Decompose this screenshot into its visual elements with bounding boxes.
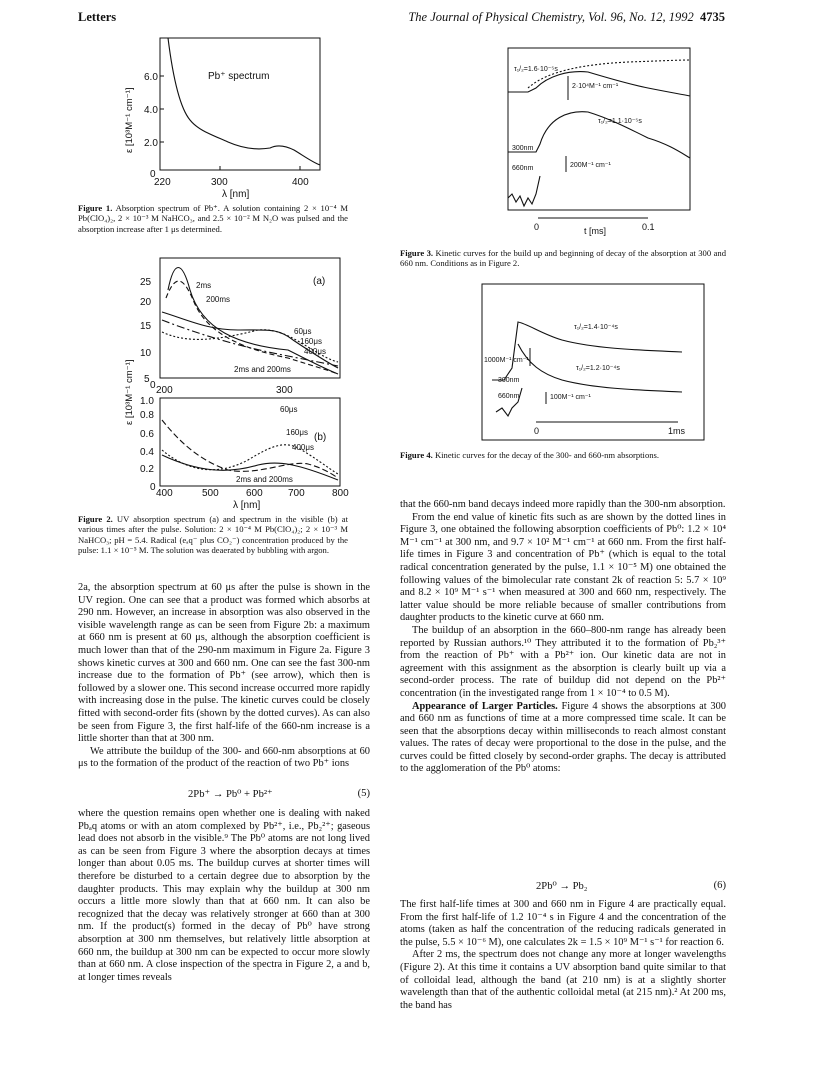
fig3-xlabel: t [ms] bbox=[584, 226, 606, 236]
figure-3-caption bbox=[400, 248, 726, 269]
fig4-halflife-2: τ₁/₂=1.2·10⁻⁴s bbox=[576, 365, 620, 372]
equation-5-body: 2Pb⁺ → Pb⁰ + Pb²⁺ bbox=[188, 789, 273, 800]
fig2a-ytick: 20 bbox=[140, 297, 152, 308]
left-paragraph: We attribute the buildup of the 300- and 660-nm absorptions at 60 μs to the formation of the product of the reaction of two Pb⁺ ions bbox=[78, 745, 370, 770]
right-paragraph: that the 660-nm band decays indeed more rapidly than the 300-nm absorption. bbox=[400, 499, 726, 510]
fig1-xtick: 400 bbox=[292, 177, 309, 188]
equation-5-number: (5) bbox=[357, 788, 370, 799]
fig2b-xtick: 500 bbox=[202, 488, 219, 499]
fig3-xtick-1: 0.1 bbox=[642, 222, 655, 232]
fig3-halflife-1: τ₁/₂=1.6·10⁻⁵s bbox=[514, 66, 558, 73]
left-paragraph: 2a, the absorption spectrum at 60 μs after the pulse is shown in the UV region. One can see that a product was formed which absorbs at 290 nm. However, an increase in absorption was also observed in the visible wavelength range as can be seen from Figure 2b: a maximum at 660 nm is present at 60 μs, although the absorption coefficient is much lower than that of the 290-nm maximum in Figure 2a. Figure 3 shows kinetic curves at 300 and 660 nm. One can see the fast 300-nm increase due to the formation of Pb⁺ (see arrow), which then is followed by a slower one. This second increase occurred more rapidly with increasing dose in the pulse. The kinetic curves could be closely fitted with second-order fits (shown by the dotted curves). As can also be seen from Figure 3, the first half-life of the 660-nm increase is a little shorter than that at 300 nm. bbox=[78, 582, 370, 745]
fig2b-ytick: 0.2 bbox=[140, 464, 154, 475]
fig3-caption-label: Figure 3. bbox=[400, 248, 434, 258]
fig4-halflife-1: τ₁/₂=1.4·10⁻⁴s bbox=[574, 324, 618, 331]
fig1-ytick: 0 bbox=[150, 169, 156, 180]
fig4-label-660nm: 660nm bbox=[498, 393, 520, 400]
fig2a-ytick: 10 bbox=[140, 348, 152, 359]
fig4-xtick-1: 1ms bbox=[668, 426, 686, 436]
fig4-caption-text: Kinetic curves for the decay of the 300- and 660-nm absorptions. bbox=[434, 450, 660, 460]
fig2a-label-200ms: 200ms bbox=[206, 295, 231, 304]
running-header-left: Letters bbox=[78, 10, 117, 24]
fig1-xlabel: λ [nm] bbox=[222, 189, 250, 200]
fig4-scale-2: 100M⁻¹ cm⁻¹ bbox=[550, 394, 591, 401]
fig2b-ytick: 1.0 bbox=[140, 396, 154, 407]
fig3-caption-text: Kinetic curves for the build up and beginning of decay of the absorption at 300 and 660 nm. Conditions as in Figure 2. bbox=[400, 248, 726, 269]
fig3-label-660nm: 660nm bbox=[512, 165, 534, 172]
right-paragraph: From the end value of kinetic fits such as are shown by the dotted lines in Figure 3, one obtained the following absorption coefficients of Pb⁰: 1.2 × 10⁴ M⁻¹ cm⁻¹ at 300 nm, and 9.7 × 10² M⁻¹ cm⁻¹ at 660 nm. From the first half-life times in Figure 3 and concentration of Pb⁺ (which is equal to the total radical concentration generated by the pulse, 1.1 × 10⁻⁵ M) one obtained the following values of the bimolecular rate constant 2k of reaction 5: 5.7 × 10⁹ and 8.2 × 10⁹ M⁻¹ s⁻¹ when measured at 300 and 660 nm, respectively. The latter value should be more reliable because of smaller contributions from daughter products to the kinetic curve at 660 nm. bbox=[400, 511, 726, 624]
fig4-scale-1: 1000M⁻¹ cm⁻¹ bbox=[484, 357, 529, 364]
fig2b-xtick: 700 bbox=[288, 488, 305, 499]
fig2a-ytick: 0 bbox=[150, 380, 156, 391]
fig2b-label-400us: 400μs bbox=[292, 443, 314, 452]
fig1-ytick: 2.0 bbox=[144, 138, 158, 149]
equation-6-body: 2Pb⁰ → Pb₂ bbox=[536, 881, 588, 892]
fig2b-label-160us: 160μs bbox=[286, 428, 308, 437]
fig2a-label-60us: 60μs bbox=[294, 327, 312, 336]
fig2a-ytick: 15 bbox=[140, 321, 152, 332]
page-number: 4735 bbox=[700, 10, 725, 24]
fig3-scale-1: 2·10⁴M⁻¹ cm⁻¹ bbox=[572, 83, 619, 90]
section-heading-larger-particles: Appearance of Larger Particles. bbox=[412, 700, 558, 712]
fig4-xtick-0: 0 bbox=[534, 426, 540, 436]
fig1-xtick: 220 bbox=[154, 177, 171, 188]
fig2b-ytick: 0.6 bbox=[140, 429, 154, 440]
fig2a-ytick: 5 bbox=[144, 374, 150, 385]
fig1-ytick: 6.0 bbox=[144, 72, 158, 83]
fig3-xtick-0: 0 bbox=[534, 222, 540, 232]
equation-6-number: (6) bbox=[713, 880, 726, 891]
fig2b-label-2ms-200ms: 2ms and 200ms bbox=[236, 475, 293, 484]
fig3-halflife-2: τ₁/₂=1.1·10⁻⁵s bbox=[598, 118, 642, 125]
right-column-text-continued bbox=[400, 899, 726, 1012]
right-paragraph: The first half-life times at 300 and 660 nm in Figure 4 are practically equal. From the first half-life of 1.2 10⁻⁴ s in Figure 4 and the concentration of the atoms (taken as half the concentration of the reducing radicals generated in the pulse, 5.5 × 10⁻⁶ M), one calculates 2k = 1.5 × 10⁹ M⁻¹ s⁻¹ for reaction 6. bbox=[400, 899, 726, 948]
fig2-ylabel: ε [10³M⁻¹ cm⁻¹] bbox=[124, 359, 135, 425]
figure-2-plot bbox=[118, 250, 358, 512]
fig1-caption-text: Absorption spectrum of Pb⁺. A solution containing 2 × 10⁻⁴ M Pb(ClO₄)₂, 2 × 10⁻³ M NaHCO₃, and 2.5 × 10⁻² M N₂O was pulsed and the absorption increase after 1 μs determined. bbox=[78, 203, 349, 234]
fig2b-frame bbox=[160, 398, 340, 486]
fig2a-ytick: 25 bbox=[140, 277, 152, 288]
journal-citation: The Journal of Physical Chemistry, Vol. 96, No. 12, 1992 bbox=[408, 10, 694, 24]
right-paragraph-text: Figure 4 shows the absorptions at 300 and 660 nm as functions of time at a more compressed time scale. It can be seen that the absorptions decay within milliseconds to reach almost constant values. The rates of decay were proportional to the dose in the pulse, and the curves could be fitted closely by second-order graphs. The decay is attributed to the agglomeration of the Pb⁰ atoms: bbox=[400, 700, 726, 775]
fig1-yticks bbox=[160, 76, 300, 170]
figure-1-plot bbox=[118, 38, 348, 198]
fig2a-xtick: 200 bbox=[156, 385, 173, 396]
right-paragraph: After 2 ms, the spectrum does not change any more at longer wavelengths (Figure 2). At this time it contains a UV absorption band quite similar to that of colloidal lead, although the band (at 210 nm) is at a slightly shorter wavelength than that of the authentic colloidal metal (at 215 nm).² At 200 ms, the band has bbox=[400, 949, 726, 1011]
figure-3-plot bbox=[508, 48, 716, 238]
fig2a-label-400us: 400μs bbox=[304, 347, 326, 356]
fig2b-panel-label: (b) bbox=[314, 432, 327, 443]
figure-4-plot bbox=[482, 284, 706, 440]
right-paragraph-with-heading bbox=[400, 701, 726, 777]
left-column-text-continued bbox=[78, 808, 370, 984]
fig4-label-300nm: 300nm bbox=[498, 377, 520, 384]
fig2b-label-60us: 60μs bbox=[280, 405, 298, 414]
fig3-scale-2: 200M⁻¹ cm⁻¹ bbox=[570, 162, 611, 169]
fig2b-xlabel: λ [nm] bbox=[233, 500, 261, 511]
fig1-xtick: 300 bbox=[211, 177, 228, 188]
fig3-curve-660 bbox=[508, 176, 540, 206]
fig2a-label-2ms-200ms: 2ms and 200ms bbox=[234, 365, 291, 374]
fig1-spectrum-curve bbox=[168, 38, 320, 165]
fig2b-ytick: 0.4 bbox=[140, 447, 154, 458]
left-paragraph: where the question remains open whether one is dealing with naked Pbₐq atoms or with an atom complexed by Pb²⁺, i.e., Pb₂²⁺; gaseous lead does not absorb in the visible.⁹ The Pb⁰ atoms are not long lived as can be seen from Figure 3 where the absorption decays at times longer than about 0.05 ms. The buildup curves at shorter times will therefore be disturbed to a certain degree due to absorption by the daughter products. This may explain why the buildup at 300 nm occurs a little more slowly than that at 660 nm. It can also be recognized that the decay was relatively stronger at 660 than at 300 nm. If the product(s) formed in the decay of Pb⁰ have strong absorption at 300 nm themselves, but relatively little absorption at 660 nm, the buildup at 300 nm can be expected to occur more slowly than at 660 nm. A close inspection of the spectra in Figure 2, a and b, at longer times reveals bbox=[78, 808, 370, 983]
figure-4-caption bbox=[400, 450, 726, 460]
fig2a-label-160us: 160μs bbox=[300, 337, 322, 346]
fig2a-xtick: 300 bbox=[276, 385, 293, 396]
fig1-inset-label: Pb⁺ spectrum bbox=[208, 71, 270, 82]
fig1-frame bbox=[160, 38, 320, 170]
right-column-text bbox=[400, 499, 726, 776]
right-paragraph: The buildup of an absorption in the 660–800-nm range has already been reported by Russian authors.¹⁰ They attributed it to the formation of Pb₂³⁺ from the reaction of Pb⁺ with a Pb²⁺ ion. Our kinetic data are not in agreement with this assignment as the absorption is clearly built up via a second-order process. The rate of buildup did not depend on the Pb²⁺ concentration (in the investigated range from 1 × 10⁻⁴ to 0.5 M). bbox=[400, 624, 726, 699]
running-header-right bbox=[408, 10, 725, 25]
fig2b-xtick: 400 bbox=[156, 488, 173, 499]
figure-1-caption bbox=[78, 203, 348, 234]
left-column-text bbox=[78, 582, 370, 771]
fig2b-ytick: 0.8 bbox=[140, 410, 154, 421]
fig2-caption-label: Figure 2. bbox=[78, 514, 113, 524]
fig1-ytick: 4.0 bbox=[144, 105, 158, 116]
fig4-caption-label: Figure 4. bbox=[400, 450, 433, 460]
fig1-ylabel: ε [10³M⁻¹ cm⁻¹] bbox=[124, 87, 135, 153]
figure-2-caption bbox=[78, 514, 348, 556]
fig2a-label-2ms: 2ms bbox=[196, 281, 212, 290]
fig3-label-300nm: 300nm bbox=[512, 145, 534, 152]
fig2b-xtick: 600 bbox=[246, 488, 263, 499]
fig1-caption-label: Figure 1. bbox=[78, 203, 113, 213]
fig2-caption-text: UV absorption spectrum (a) and spectrum in the visible (b) at various times after the pulse. Solution: 2 × 10⁻⁴ M Pb(ClO₄)₂; 2 × 10⁻³ M NaHCO₃; pH = 5.4. Radical (eₐq⁻ plus CO₂⁻) concentration produced by the pulse: 1.1 × 10⁻⁵ M. The solution was deaerated by bubbling with argon. bbox=[78, 514, 349, 556]
fig2a-panel-label: (a) bbox=[313, 276, 326, 287]
fig2b-ytick: 0 bbox=[150, 482, 156, 493]
fig2b-xtick: 800 bbox=[332, 488, 349, 499]
